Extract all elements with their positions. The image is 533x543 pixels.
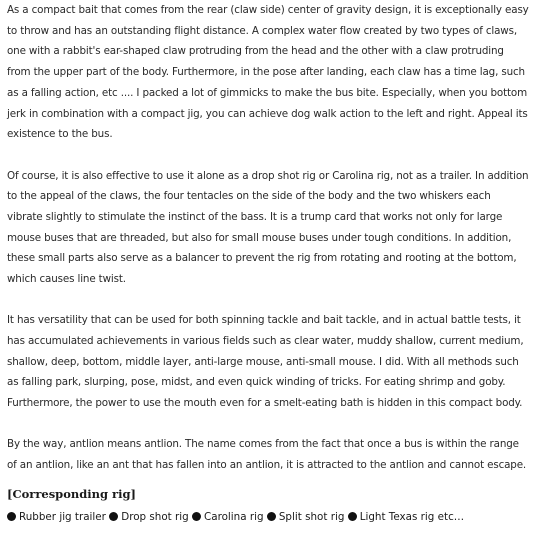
rig-item [109,511,188,523]
rig-list [7,508,529,526]
rig-item-label: Carolina rig [204,510,264,523]
rig-item [348,511,464,523]
paragraph-2: Of course, it is also effective to use it alone as a drop shot rig or Carolina rig, not as a trailer. In addition to the appeal of the claws, the four tentacles on the side of the body and the two whiskers each vibrate slightly to stimulate the instinct of the bass. It is a trump card that works not only for large mouse buses that are threaded, but also for small mouse buses under tough conditions. In addition, these small parts also serve as a balancer to prevent the rig from rotating and rooting at the bottom, which causes line twist. [7,169,529,286]
rig-item [192,511,264,523]
bullet-icon [109,512,118,521]
corresponding-rig-heading: [Corresponding rig] [7,486,136,501]
bullet-icon [7,512,16,521]
rig-item-label: Rubber jig trailer [19,510,106,523]
rig-item-label: Light Texas rig etc… [359,510,465,523]
rig-item [267,511,345,523]
bullet-icon [267,512,276,521]
paragraph-3: It has versatility that can be used for both spinning tackle and bait tackle, and in actual battle tests, it has accumulated achievements in various fields such as clear water, muddy shallow, current medium, shallow, deep, bottom, middle layer, anti-large mouse, anti-small mouse. I did. With all methods such as falling park, slurping, pose, midst, and even quick winding of tricks. For eating shrimp and goby. Furthermore, the power to use the mouth even for a smelt-eating bath is hidden in this compact body. [7,314,524,410]
paragraph-1: As a compact bait that comes from the rear (claw side) center of gravity design, it is exceptionally easy to throw and has an outstanding flight distance. A complex water flow created by two types of claws, one with a rabbit's ear-shaped claw protruding from the head and the other with a claw protruding from the upper part of the body. Furthermore, in the pose after landing, each claw has a time lag, such as a falling action, etc .... I packed a lot of gimmicks to make the bus bite. Especially, when you bottom jerk in combination with a compact jig, you can achieve dog walk action to the left and right. Appeal its existence to the bus. [7,4,529,141]
bullet-icon [348,512,357,521]
rig-item [7,511,106,523]
product-description [7,0,529,526]
paragraph-4: By the way, antlion means antlion. The name comes from the fact that once a bus is within the range of an antlion, like an ant that has fallen into an antlion, it is attracted to the antlion and cannot escape. [7,438,527,472]
rig-item-label: Drop shot rig [121,510,189,523]
rig-item-label: Split shot rig [278,510,345,523]
bullet-icon [192,512,201,521]
